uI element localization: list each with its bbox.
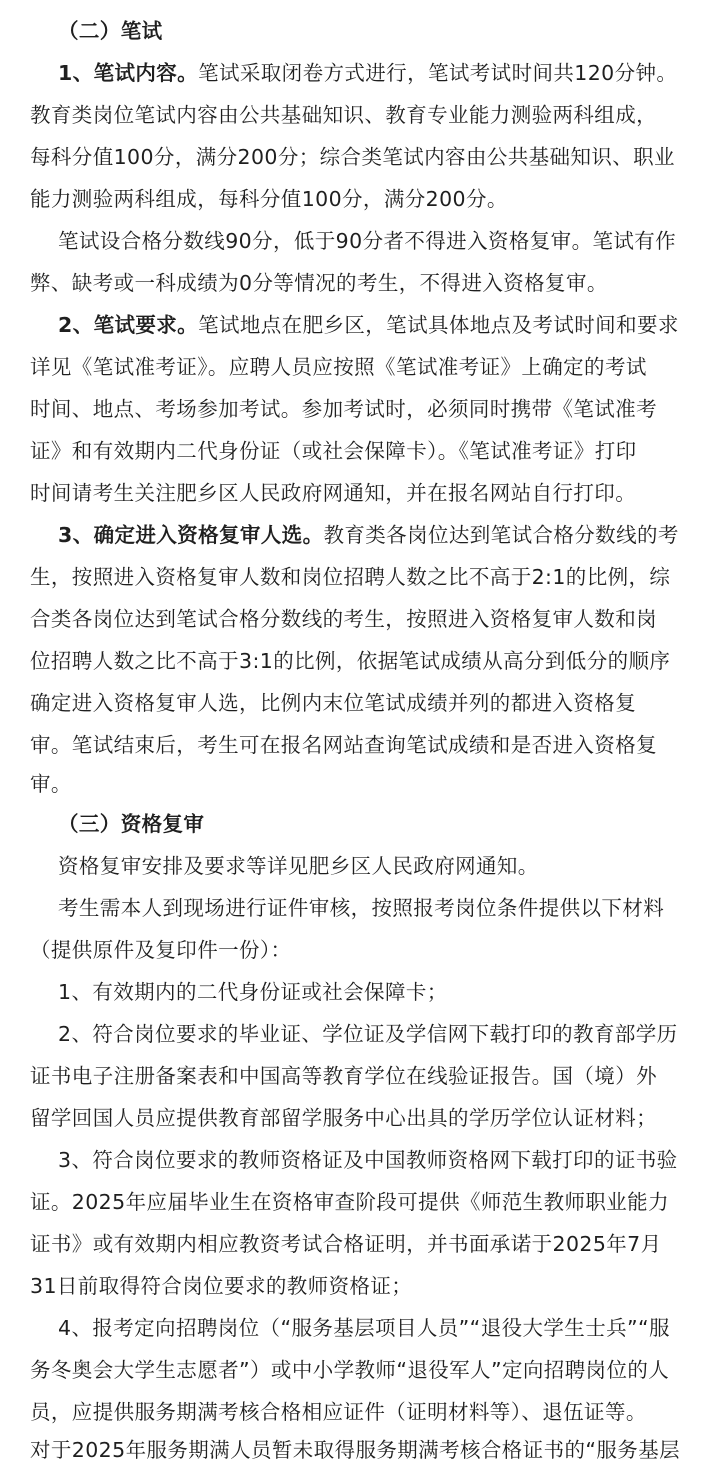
line-text: 3、符合岗位要求的教师资格证及中国教师资格网下载打印的证书验	[58, 1148, 678, 1172]
section-heading-written-exam	[58, 13, 163, 49]
paragraph-line	[30, 685, 636, 721]
paragraph-line	[30, 932, 291, 968]
line-text: 确定进入资格复审人选，比例内末位笔试成绩并列的都进入资格复	[30, 691, 637, 715]
paragraph-line	[58, 307, 679, 343]
heading-text: （三）资格复审	[58, 812, 205, 836]
line-text: 每科分值100分，满分200分；综合类笔试内容由公共基础知识、职业	[30, 145, 675, 169]
item-lead: 2、笔试要求。	[58, 313, 199, 337]
paragraph-line	[30, 1268, 412, 1304]
paragraph-line	[58, 974, 448, 1010]
paragraph-line	[58, 1142, 678, 1178]
item-lead: 1、笔试内容。	[58, 61, 199, 85]
line-text: 时间请考生关注肥乡区人民政府网通知，并在报名网站自行打印。	[30, 481, 637, 505]
line-text: 笔试采取闭卷方式进行，笔试考试时间共120分钟。	[198, 61, 678, 85]
line-text: 证书》或有效期内相应教资考试合格证明，并书面承诺于2025年7月	[30, 1232, 662, 1256]
item-lead: 3、确定进入资格复审人选。	[58, 523, 324, 547]
line-text: 位招聘人数之比不高于3:1的比例，依据笔试成绩从高分到低分的顺序	[30, 649, 671, 673]
paragraph-line	[30, 97, 657, 133]
paragraph-line	[30, 559, 670, 595]
line-text: 教育类各岗位达到笔试合格分数线的考	[323, 523, 679, 547]
line-text: 2、符合岗位要求的毕业证、学位证及学信网下载打印的教育部学历	[58, 1022, 678, 1046]
paragraph-line	[30, 1226, 662, 1262]
paragraph-line	[30, 1394, 647, 1430]
line-text: 笔试地点在肥乡区，笔试具体地点及考试时间和要求	[198, 313, 679, 337]
paragraph-line	[30, 391, 657, 427]
paragraph-line	[58, 890, 664, 926]
paragraph-line	[30, 433, 637, 469]
paragraph-line	[30, 265, 608, 301]
paragraph-line	[30, 766, 72, 802]
line-text: 教育类岗位笔试内容由公共基础知识、教育专业能力测验两科组成，	[30, 103, 657, 127]
line-text: 务冬奥会大学生志愿者”）或中小学教师“退役军人”定向招聘岗位的人	[30, 1358, 670, 1382]
paragraph-line	[30, 601, 657, 637]
paragraph-line	[58, 1016, 678, 1052]
line-text: 证书电子注册备案表和中国高等教育学位在线验证报告。国（境）外	[30, 1064, 657, 1088]
section-heading-qualification-review	[58, 806, 204, 842]
paragraph-line	[58, 848, 539, 884]
line-text: 笔试设合格分数线90分，低于90分者不得进入资格复审。笔试有作	[58, 229, 677, 253]
paragraph-line	[30, 727, 657, 763]
paragraph-line	[30, 1432, 680, 1468]
paragraph-line	[30, 1184, 669, 1220]
line-text: （提供原件及复印件一份）：	[30, 938, 292, 962]
paragraph-line	[58, 517, 679, 553]
heading-text: （二）笔试	[58, 19, 163, 43]
line-text: 留学回国人员应提供教育部留学服务中心出具的学历学位认证材料；	[30, 1106, 657, 1130]
paragraph-line	[30, 1100, 657, 1136]
line-text: 时间、地点、考场参加考试。参加考试时，必须同时携带《笔试准考	[30, 397, 657, 421]
line-text: 合类各岗位达到笔试合格分数线的考生，按照进入资格复审人数和岗	[30, 607, 657, 631]
paragraph-line	[58, 55, 677, 91]
line-text: 资格复审安排及要求等详见肥乡区人民政府网通知。	[58, 854, 539, 878]
line-text: 对于2025年服务期满人员暂未取得服务期满考核合格证书的“服务基层	[30, 1438, 680, 1462]
paragraph-line	[30, 1058, 657, 1094]
line-text: 4、报考定向招聘岗位（“服务基层项目人员”“退役大学生士兵”“服	[58, 1316, 670, 1340]
line-text: 生，按照进入资格复审人数和岗位招聘人数之比不高于2:1的比例，综	[30, 565, 671, 589]
line-text: 考生需本人到现场进行证件审核，按照报考岗位条件提供以下材料	[58, 896, 665, 920]
paragraph-line	[30, 139, 675, 175]
line-text: 详见《笔试准考证》。应聘人员应按照《笔试准考证》上确定的考试	[30, 355, 647, 379]
paragraph-line	[30, 643, 670, 679]
paragraph-line	[30, 349, 647, 385]
paragraph-line	[30, 1352, 669, 1388]
paragraph-line	[58, 1310, 670, 1346]
line-text: 审。	[30, 772, 72, 796]
line-text: 1、有效期内的二代身份证或社会保障卡；	[58, 980, 448, 1004]
paragraph-line	[58, 223, 676, 259]
paragraph-line	[30, 181, 508, 217]
line-text: 弊、缺考或一科成绩为0分等情况的考生，不得进入资格复审。	[30, 271, 608, 295]
line-text: 员，应提供服务期满考核合格相应证件（证明材料等）、退伍证等。	[30, 1400, 647, 1424]
line-text: 能力测验两科组成，每科分值100分，满分200分。	[30, 187, 508, 211]
line-text: 证》和有效期内二代身份证（或社会保障卡）。《笔试准考证》打印	[30, 439, 637, 463]
line-text: 审。笔试结束后，考生可在报名网站查询笔试成绩和是否进入资格复	[30, 733, 657, 757]
paragraph-line	[30, 475, 636, 511]
line-text: 证。2025年应届毕业生在资格审查阶段可提供《师范生教师职业能力	[30, 1190, 669, 1214]
line-text: 31日前取得符合岗位要求的教师资格证；	[30, 1274, 413, 1298]
